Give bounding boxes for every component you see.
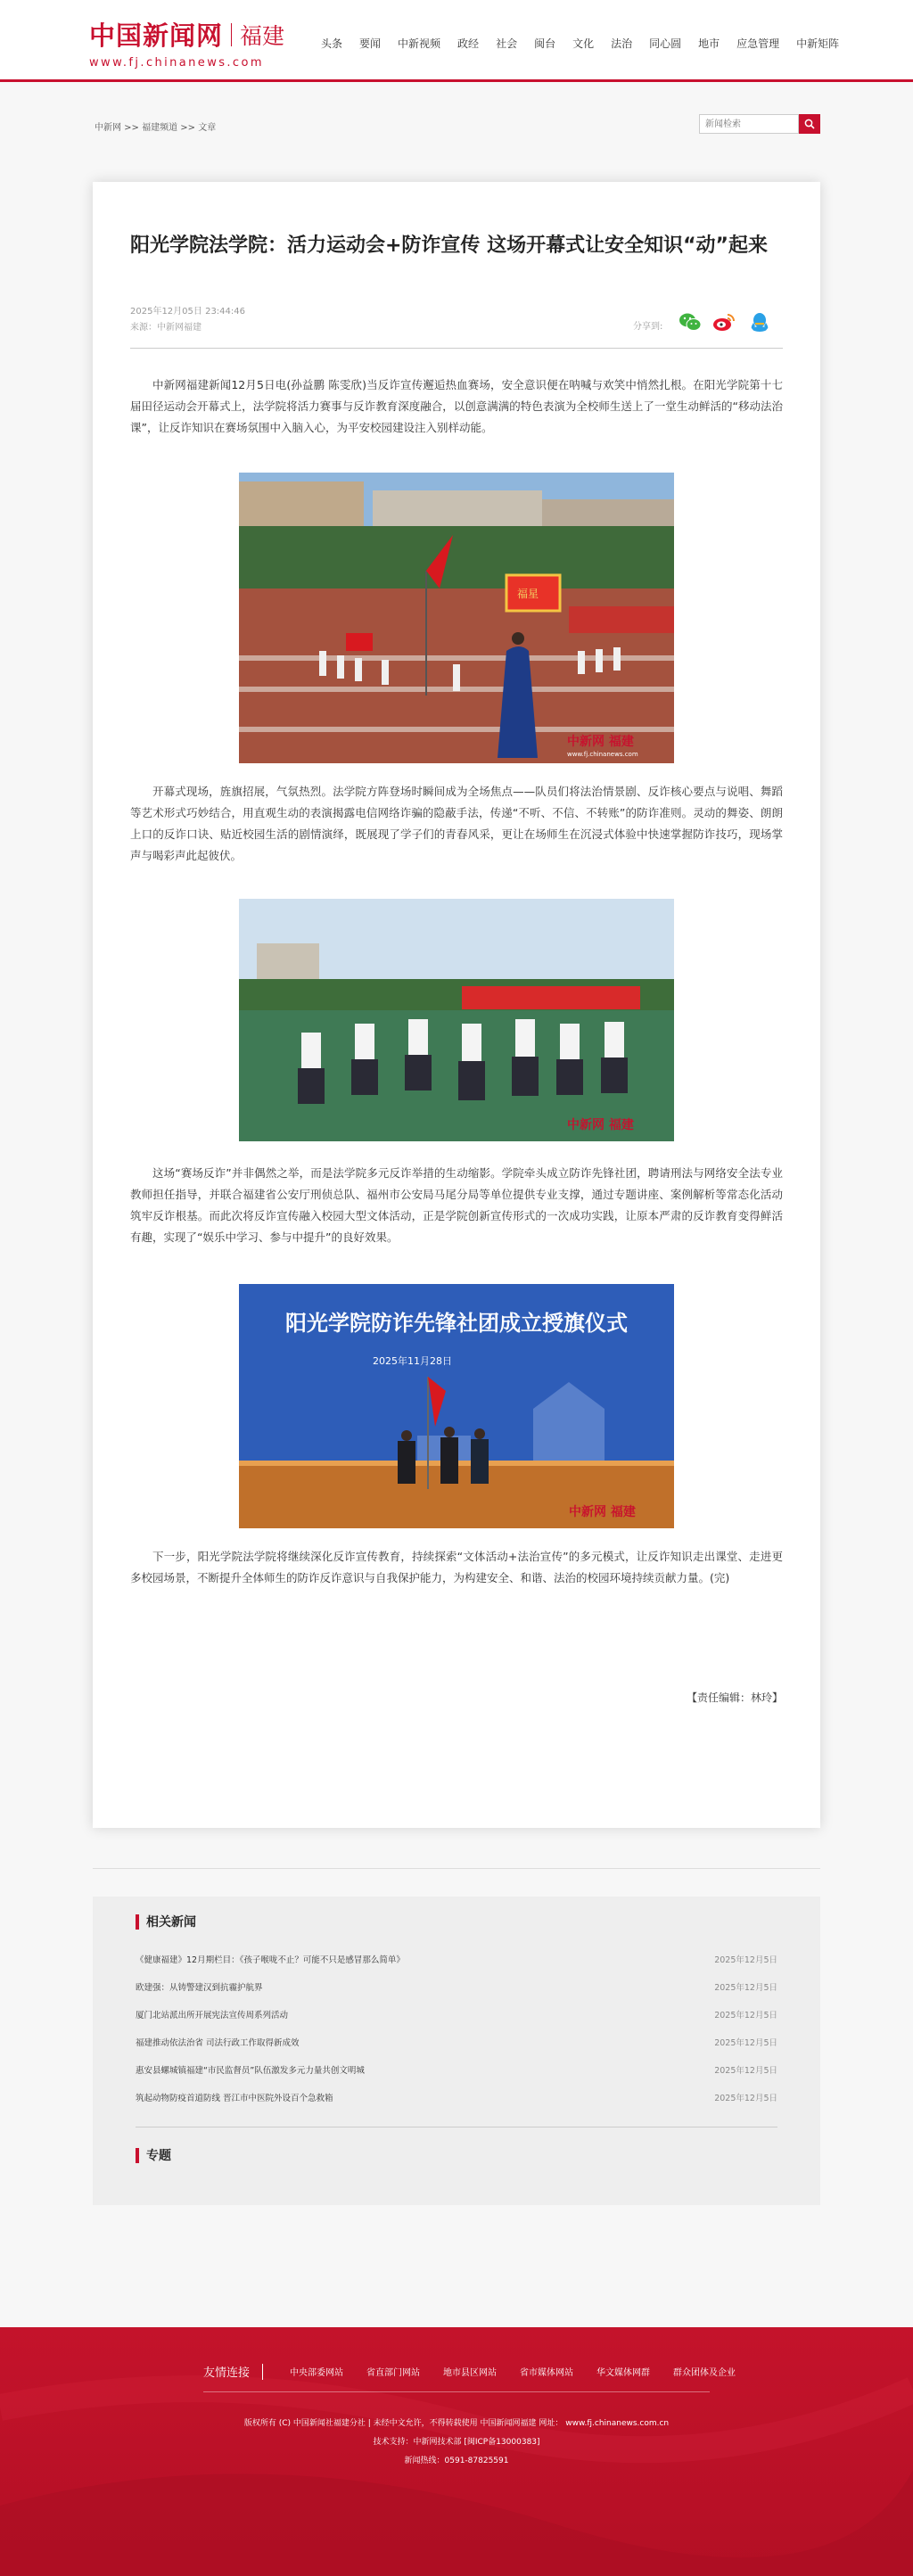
wechat-icon[interactable]	[678, 310, 703, 333]
heading-bar	[136, 2148, 139, 2163]
title-divider	[130, 348, 783, 349]
related-news-item[interactable]	[136, 2036, 777, 2048]
related-news-item-title[interactable]: 《健康福建》12月期栏目：《孩子喉咙不止？可能不只是感冒那么简单》	[136, 1955, 405, 1965]
article-photo-dance-performance	[239, 899, 674, 1141]
related-news-item[interactable]	[136, 1980, 777, 1993]
responsible-editor: 【责任编辑：林玲】	[686, 1691, 783, 1704]
article-paragraph: 中新网福建新闻12月5日电(孙益鹏 陈雯欣)当反诈宣传邂逅热血赛场，安全意识便在呐喊与欢笑中悄然扎根。在阳光学院第十七届田径运动会开幕式上，法学院将活力赛事与反诈教育深度融合，以创意满满的特色表演为全校师生送上了一堂生动鲜活的“移动法治课”，让反诈知识在赛场氛围中入脑入心，为平安校园建设注入别样动能。	[130, 378, 783, 434]
related-news-item-date: 2025年12月5日	[714, 2066, 777, 2076]
friend-link-chinese-media[interactable]: 华文媒体网群	[596, 2368, 651, 2378]
related-news-item-date: 2025年12月5日	[714, 2011, 777, 2020]
photo1-banner-text: 福星	[517, 588, 539, 600]
site-footer	[0, 2327, 913, 2576]
article-paragraph: 下一步，阳光学院法学院将继续深化反诈宣传教育，持续探索“文体活动+法治宣传”的多元模式，让反诈知识走出课堂、走进更多校园场景，不断提升全体师生的防诈反诈意识与自我保护能力，为构建安全、和谐、法治的校园环境持续贡献力量。(完)	[130, 1550, 783, 1584]
photo3-banner-title: 阳光学院防诈先锋社团成立授旗仪式	[285, 1311, 628, 1336]
footer-divider	[203, 2391, 710, 2392]
nav-item-matrix[interactable]: 中新矩阵	[796, 37, 840, 50]
logo-chinanews: 中国新闻网	[89, 21, 224, 51]
related-news-item-date: 2025年12月5日	[714, 2038, 777, 2048]
nav-item-news[interactable]: 要闻	[359, 37, 382, 50]
logo-separator	[231, 23, 232, 46]
related-news-heading	[136, 1913, 196, 1930]
article-title: 阳光学院法学院：活力运动会+防诈宣传 这场开幕式让安全知识“动”起来	[130, 235, 769, 257]
article-source: 来源：中新网福建	[130, 323, 202, 333]
search-button[interactable]	[799, 114, 820, 134]
breadcrumb[interactable]: 中新网 >> 福建频道 >> 文章	[95, 123, 217, 133]
photo3-date: 2025年11月28日	[373, 1355, 452, 1367]
article-card	[93, 182, 820, 1828]
related-news-item-title[interactable]: 筑起动物防疫首道防线 晋江市中医院外设百个急救箱	[136, 2094, 333, 2103]
article-paragraph: 这场“赛场反诈”并非偶然之举，而是法学院多元反诈举措的生动缩影。学院牵头成立防诈先锋社团，聘请刑法与网络安全法专业教师担任指导，并联合福建省公安厅刑侦总队、福州市公安局马尾分局等单位提供专业支撑，通过专题讲座、案例解析等常态化活动筑牢反诈根基。而此次将反诈宣传融入校园大型文体活动，正是学院创新宣传形式的一次成功实践，让原本严肃的反诈教育变得鲜活有趣，实现了“娱乐中学习、参与中提升”的良好效果。	[130, 1166, 783, 1244]
section-divider	[93, 1868, 820, 1869]
related-news-item[interactable]	[136, 2091, 777, 2103]
special-topic-heading	[136, 2146, 171, 2164]
logo-url: www.fj.chinanews.com	[89, 56, 264, 70]
friend-links	[203, 2363, 759, 2380]
related-news-item-title[interactable]: 惠安县螺城镇福建“市民监督员”队伍激发多元力量共创文明城	[136, 2066, 365, 2076]
nav-item-tongxinyuan[interactable]: 同心圆	[649, 37, 682, 50]
related-news-item-title[interactable]: 欧建强：从铸警建汉到抗霾护航界	[136, 1983, 263, 1993]
friend-link-provincial-departments[interactable]: 省直部门网站	[366, 2368, 421, 2378]
footer-tech-support: 技术支持：中新网技术部 [闽ICP备13000383]	[373, 2438, 540, 2447]
related-news-item[interactable]	[136, 2008, 777, 2020]
main-nav	[321, 36, 856, 51]
nav-item-headline[interactable]: 头条	[321, 37, 343, 50]
related-news-item-date: 2025年12月5日	[714, 1983, 777, 1993]
nav-item-cities[interactable]: 地市	[698, 37, 720, 50]
friend-link-central-ministries[interactable]: 中央部委网站	[290, 2368, 344, 2378]
related-news-title: 相关新闻	[146, 1915, 196, 1930]
search-icon	[804, 119, 815, 129]
article-paragraph: 开幕式现场，旌旗招展，气氛热烈。法学院方阵登场时瞬间成为全场焦点——队员们将法治情景剧、反诈核心要点与说唱、舞蹈等艺术形式巧妙结合，用直观生动的表演揭露电信网络诈骗的隐蔽手法，传递“不听、不信、不转账”的防诈准则。灵动的舞姿、朗朗上口的反诈口诀、贴近校园生活的剧情演绎，既展现了学子们的青春风采，更让在场师生在沉浸式体验中快速掌握防诈技巧，现场掌声与喝彩声此起彼伏。	[130, 785, 783, 862]
related-news-item-date: 2025年12月5日	[714, 1955, 777, 1965]
article-photo-opening-parade	[239, 473, 674, 763]
friend-links-separator	[262, 2364, 263, 2380]
photo1-watermark-url: www.fj.chinanews.com	[567, 751, 638, 758]
article-date: 2025年12月05日 23:44:46	[130, 307, 245, 317]
nav-item-culture[interactable]: 文化	[572, 37, 595, 50]
share-label: 分享到:	[633, 322, 663, 332]
friend-link-groups-enterprises[interactable]: 群众团体及企业	[673, 2368, 736, 2378]
related-news-item-title[interactable]: 福建推动依法治省 司法行政工作取得新成效	[136, 2038, 300, 2048]
photo2-watermark: 中新网 福建	[567, 1118, 634, 1132]
friend-link-city-county[interactable]: 地市县区网站	[443, 2368, 498, 2378]
friend-link-provincial-media[interactable]: 省市媒体网站	[520, 2368, 574, 2378]
related-news-item[interactable]	[136, 1953, 777, 1965]
footer-hotline: 新闻热线：0591-87825591	[404, 2457, 509, 2465]
special-topic-title: 专题	[146, 2149, 171, 2163]
heading-bar	[136, 1914, 139, 1930]
related-news-section	[93, 1897, 820, 2205]
site-header	[0, 0, 913, 82]
related-news-item-title[interactable]: 厦门北站派出所开展宪法宣传周系列活动	[136, 2011, 289, 2020]
nav-item-video[interactable]: 中新视频	[398, 37, 441, 50]
friend-links-label: 友情连接	[203, 2366, 251, 2380]
related-news-item-date: 2025年12月5日	[714, 2094, 777, 2103]
nav-item-taiwan[interactable]: 闽台	[534, 37, 556, 50]
weibo-icon[interactable]	[711, 310, 736, 333]
nav-item-emergency[interactable]: 应急管理	[736, 37, 780, 50]
photo3-watermark: 中新网 福建	[569, 1505, 636, 1519]
search-input[interactable]	[699, 114, 799, 134]
nav-item-economy[interactable]: 政经	[457, 37, 480, 50]
qq-icon[interactable]	[747, 310, 772, 333]
nav-item-law[interactable]: 法治	[611, 37, 633, 50]
footer-copyright: 版权所有 (C) 中国新闻社福建分社 | 未经中文允许，不得转载使用 中国新闻网福建 网址： www.fj.chinanews.com.cn	[243, 2419, 670, 2428]
site-logo[interactable]	[89, 16, 284, 70]
logo-region: 福建	[240, 22, 285, 49]
article-photo-flag-ceremony	[239, 1284, 674, 1528]
photo1-watermark: 中新网 福建	[567, 735, 634, 749]
related-news-item[interactable]	[136, 2063, 777, 2076]
nav-item-society[interactable]: 社会	[496, 37, 518, 50]
